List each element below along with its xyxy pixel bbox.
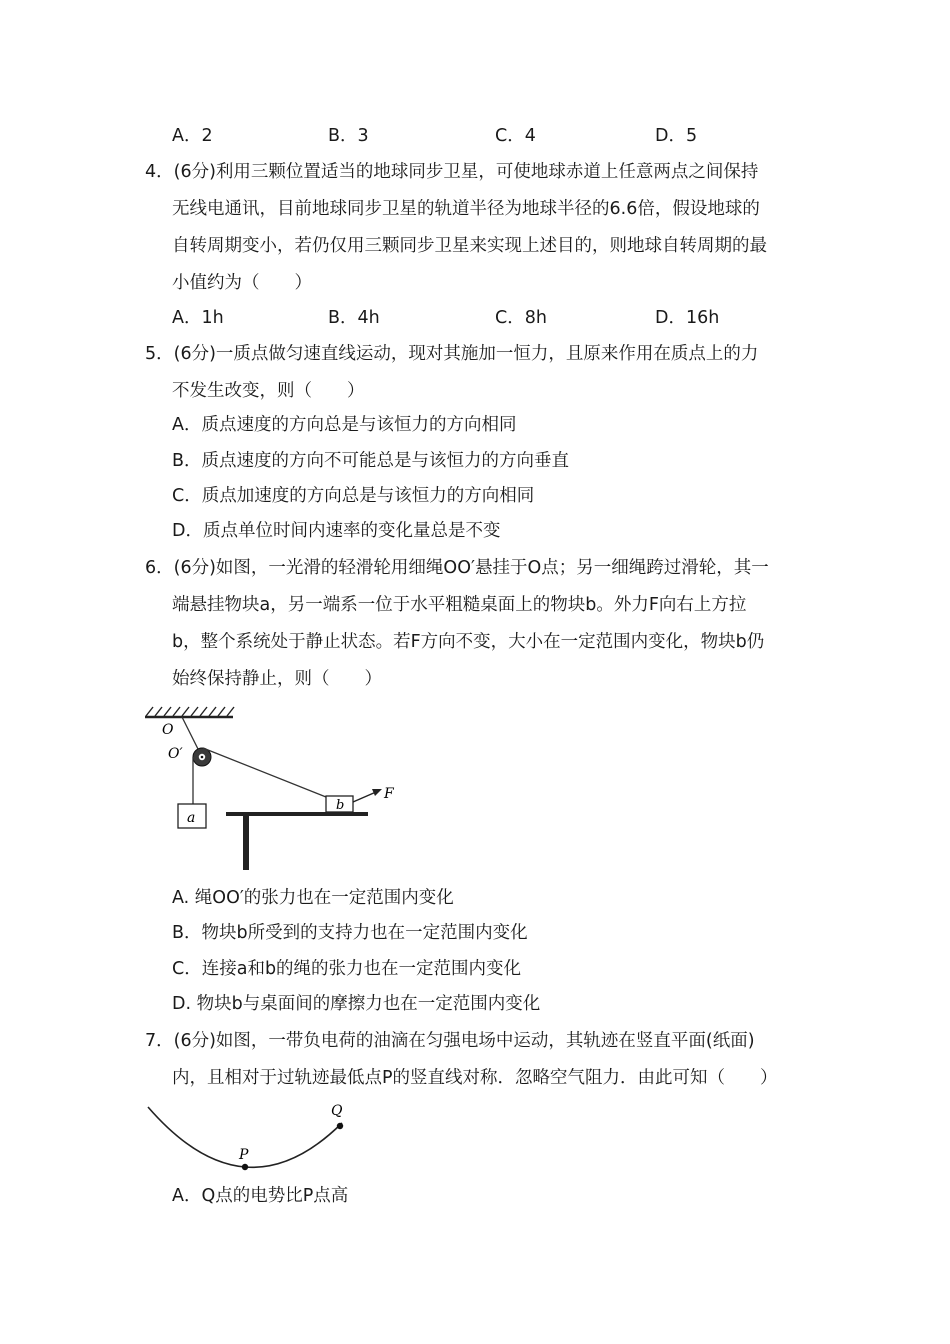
- point-q: [337, 1123, 343, 1129]
- q4-stem-line-3: 自转周期变小，若仍仅用三颗同步卫星来实现上述目的，则地球自转周期的最: [172, 236, 767, 256]
- label-q: Q: [331, 1103, 343, 1119]
- q6-stem-line-2: 端悬挂物块a，另一端系一位于水平粗糙桌面上的物块b。外力F向右上方拉: [172, 595, 747, 615]
- q6-option-c: C．连接a和b的绳的张力也在一定范围内变化: [172, 959, 522, 979]
- q3-option-b: B．3: [328, 126, 369, 146]
- q6-stem-line-1: 6．(6分)如图，一光滑的轻滑轮用细绳OO′悬挂于O点；另一细绳跨过滑轮，其一: [145, 558, 769, 578]
- q5-option-a: A．质点速度的方向总是与该恒力的方向相同: [172, 415, 517, 435]
- q4-stem-line-4: 小值约为（ ）: [172, 273, 312, 293]
- q4-option-a: A．1h: [172, 308, 224, 328]
- q4-option-b: B．4h: [328, 308, 380, 328]
- q7-stem-line-2: 内，且相对于过轨迹最低点P的竖直线对称．忽略空气阻力．由此可知（ ）: [172, 1068, 778, 1088]
- q3-option-d: D．5: [655, 126, 698, 146]
- rope-to-b: [203, 748, 326, 797]
- q5-option-b: B．质点速度的方向不可能总是与该恒力的方向垂直: [172, 451, 570, 471]
- q6-option-a: A. 绳OO′的张力也在一定范围内变化: [172, 888, 454, 908]
- label-b: b: [336, 798, 345, 813]
- q5-option-c: C．质点加速度的方向总是与该恒力的方向相同: [172, 486, 535, 506]
- q6-stem-line-3: b，整个系统处于静止状态。若F方向不变，大小在一定范围内变化，物块b仍: [172, 632, 765, 652]
- force-arrow: [353, 792, 376, 802]
- q4-stem-line-1: 4．(6分)利用三颗位置适当的地球同步卫星，可使地球赤道上任意两点之间保持: [145, 162, 759, 182]
- force-arrowhead: [372, 789, 382, 796]
- q3-option-a: A．2: [172, 126, 213, 146]
- q5-stem-line-1: 5．(6分)一质点做匀速直线运动，现对其施加一恒力，且原来作用在质点上的力: [145, 344, 759, 364]
- label-a: a: [187, 810, 196, 826]
- label-o-prime: O′: [168, 746, 183, 762]
- point-p: [242, 1164, 248, 1170]
- q5-stem-line-2: 不发生改变，则（ ）: [172, 381, 365, 401]
- q4-option-d: D．16h: [655, 308, 720, 328]
- q4-option-c: C．8h: [495, 308, 547, 328]
- label-f: F: [384, 786, 394, 802]
- label-o: O: [162, 722, 174, 738]
- pulley-diagram: [140, 700, 400, 875]
- q7-stem-line-1: 7．(6分)如图，一带负电荷的油滴在匀强电场中运动，其轨迹在竖直平面(纸面): [145, 1031, 755, 1051]
- q6-option-d: D. 物块b与桌面间的摩擦力也在一定范围内变化: [172, 994, 541, 1014]
- trajectory-diagram: [140, 1095, 370, 1175]
- q4-stem-line-2: 无线电通讯，目前地球同步卫星的轨道半径为地球半径的6.6倍，假设地球的: [172, 199, 760, 219]
- ceiling-hatch: [146, 707, 234, 716]
- q6-stem-line-4: 始终保持静止，则（ ）: [172, 669, 382, 689]
- label-p: P: [239, 1147, 249, 1163]
- q6-option-b: B．物块b所受到的支持力也在一定范围内变化: [172, 923, 528, 943]
- q3-option-c: C．4: [495, 126, 536, 146]
- q7-option-a: A．Q点的电势比P点高: [172, 1186, 349, 1206]
- q5-option-d: D．质点单位时间内速率的变化量总是不变: [172, 521, 501, 541]
